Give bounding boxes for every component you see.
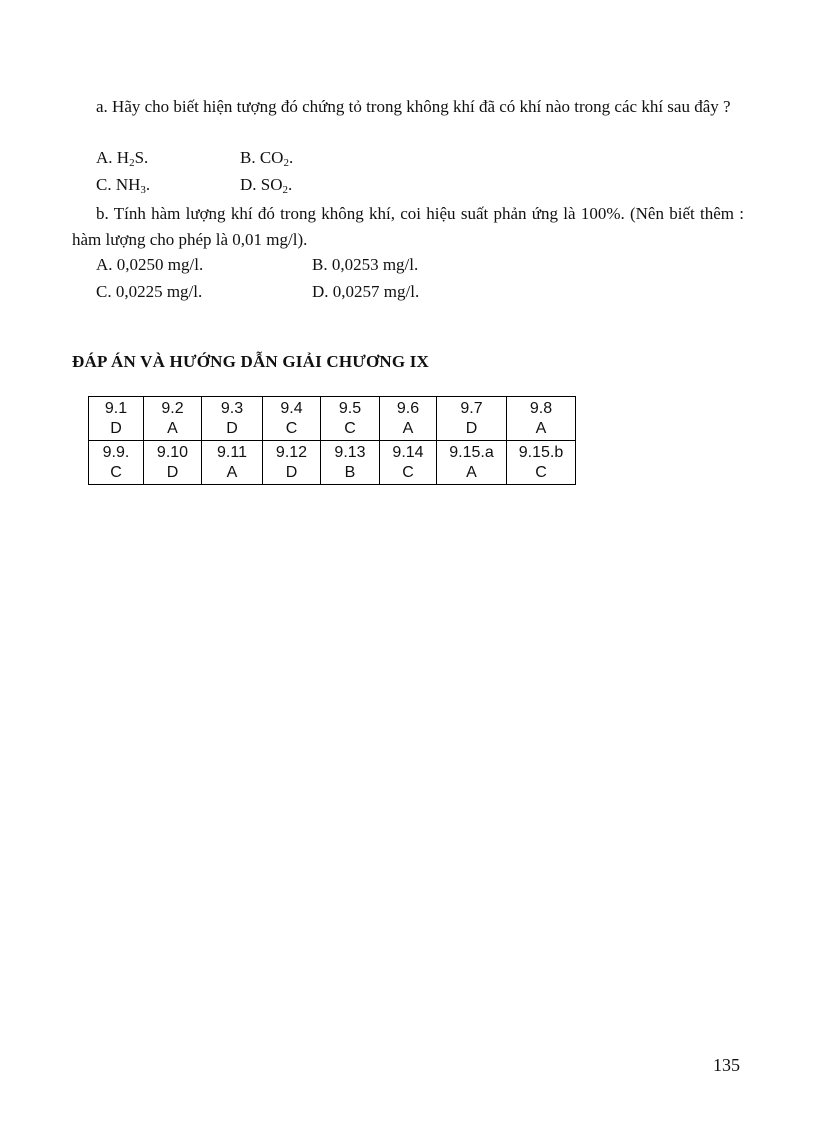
answer-cell: 9.4 C (263, 397, 321, 441)
table-row (89, 397, 576, 441)
answer-cell: 9.12 D (263, 441, 321, 485)
table-row (89, 441, 576, 485)
option-b-c: C. 0,0225 mg/l. (96, 282, 203, 301)
answer-cell: 9.9. C (89, 441, 144, 485)
answer-cell: 9.11 A (202, 441, 263, 485)
question-b-label: b. (96, 204, 109, 223)
option-b-d: D. 0,0257 mg/l. (312, 282, 420, 301)
answers-heading: ĐÁP ÁN VÀ HƯỚNG DẪN GIẢI CHƯƠNG IX (72, 352, 430, 371)
answer-cell: 9.1 D (89, 397, 144, 441)
page-number: 135 (713, 1055, 740, 1075)
answer-table (88, 396, 576, 485)
option-d-so2: D. $SO_2$. (240, 175, 293, 196)
question-a-text (72, 94, 744, 120)
answer-cell: 9.10 D (144, 441, 202, 485)
question-a-label: a. (96, 97, 108, 116)
answer-cell: 9.7 D (437, 397, 507, 441)
option-b-a: A. 0,0250 mg/l. (96, 255, 204, 274)
answer-cell: 9.14 C (380, 441, 437, 485)
answer-cell: 9.5 C (321, 397, 380, 441)
answer-cell: 9.6 A (380, 397, 437, 441)
option-c-nh3: C. $NH_3$. (96, 175, 151, 196)
answer-cell: 9.13 B (321, 441, 380, 485)
question-b-body: Tính hàm lượng khí đó trong không khí, coi hiệu suất phản ứng là 100%. (Nên biết thêm : hàm lượng cho phép là 0,01 mg/l). (72, 204, 744, 249)
option-a-h2s: A. $H_2S$. (96, 148, 149, 169)
answer-cell: 9.15.a A (437, 441, 507, 485)
option-b-b: B. 0,0253 mg/l. (312, 255, 419, 274)
answer-cell: 9.15.b C (507, 441, 576, 485)
question-a-body: Hãy cho biết hiện tượng đó chứng tỏ trong không khí đã có khí nào trong các khí sau đây ? (112, 97, 731, 116)
answer-cell: 9.2 A (144, 397, 202, 441)
answer-cell: 9.8 A (507, 397, 576, 441)
answer-cell: 9.3 D (202, 397, 263, 441)
question-b-text (72, 201, 744, 253)
option-b-co2: B. $CO_2$. (240, 148, 294, 169)
